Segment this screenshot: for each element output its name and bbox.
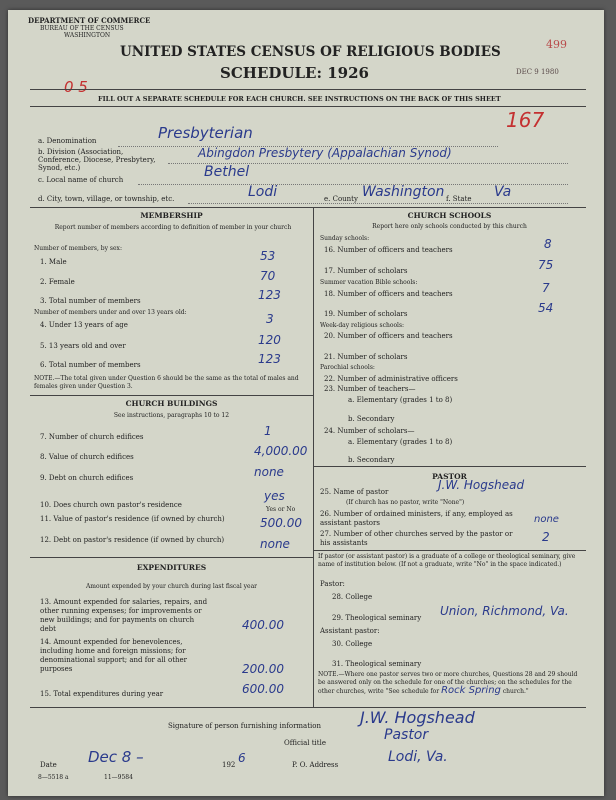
po-address-label: P. O. Address xyxy=(292,761,339,769)
q29-value: Union, Richmond, Va. xyxy=(440,604,569,618)
q11-value: 500.00 xyxy=(260,516,302,530)
pastor-note-text: NOTE.—Where one pastor serves two or more churches, Questions 28 and 29 should be answered only on the schedule for one of the churches; on the schedules for the other churches, write "See schedule for xyxy=(318,671,578,695)
q6-value: 123 xyxy=(258,352,281,366)
q20-label: 20. Number of officers and teachers xyxy=(324,332,453,340)
q4-label: 4. Under 13 years of age xyxy=(40,321,128,329)
membership-subtitle: Report number of members according to definition of member in your church xyxy=(54,224,292,231)
parochial-schools: Parochial schools: xyxy=(320,364,375,371)
section-membership: MEMBERSHIP xyxy=(140,211,203,220)
q30-label: 30. College xyxy=(332,640,373,648)
q27-label: 27. Number of other churches served by the pastor or his assistants xyxy=(320,530,513,547)
asst-heading: Assistant pastor: xyxy=(320,627,380,635)
red-mark-topleft: 0 5 xyxy=(64,78,88,96)
pastor-note-end: church." xyxy=(502,688,529,695)
official-title-label: Official title xyxy=(284,739,326,747)
table-top-rule xyxy=(30,207,586,208)
q17-value: 75 xyxy=(538,258,554,272)
q28-label: 28. College xyxy=(332,593,373,601)
q12-label: 12. Debt on pastor's residence (if owned by church) xyxy=(40,536,225,544)
form-number-2: 11—9584 xyxy=(104,774,133,781)
pastor-note xyxy=(318,671,584,696)
q25-label: 25. Name of pastor xyxy=(320,488,389,496)
q16-value: 8 xyxy=(544,237,552,251)
label-denomination: a. Denomination xyxy=(38,137,97,145)
q4-value: 3 xyxy=(266,312,274,326)
age-heading: Number of members under and over 13 years old: xyxy=(34,309,187,316)
q24b-label: b. Secondary xyxy=(348,456,395,464)
membership-note: NOTE.—The total given under Question 6 should be the same as the total of males and females given under Question 3. xyxy=(34,375,299,390)
stamp-number: 499 xyxy=(546,38,567,51)
q17-label: 17. Number of scholars xyxy=(324,267,408,275)
q5-label: 5. 13 years old and over xyxy=(40,342,126,350)
q16-label: 16. Number of officers and teachers xyxy=(324,246,453,254)
q10-hint: Yes or No xyxy=(266,506,296,513)
schools-subtitle: Report here only schools conducted by this church xyxy=(372,223,527,230)
q22-label: 22. Number of administrative officers xyxy=(324,375,458,383)
q10-value: yes xyxy=(264,489,285,503)
pastor-heading: Pastor: xyxy=(320,580,345,588)
q26-label: 26. Number of ordained ministers, if any, employed as assistant pastors xyxy=(320,510,513,527)
q23b-label: b. Secondary xyxy=(348,415,395,423)
q31-label: 31. Theological seminary xyxy=(332,660,422,668)
q24a-label: a. Elementary (grades 1 to 8) xyxy=(348,438,453,446)
header-rule xyxy=(30,89,586,90)
q11-label: 11. Value of pastor's residence (if owned by church) xyxy=(40,515,225,523)
value-denomination: Presbyterian xyxy=(158,124,253,142)
table-bottom-rule xyxy=(30,707,586,708)
q27-value: 2 xyxy=(542,530,550,544)
q13-label: 13. Amount expended for salaries, repairs, and other running expenses; for improvements or new buildings; and for payments on church debt xyxy=(40,598,208,633)
label-state: f. State xyxy=(446,195,472,203)
section-schools: CHURCH SCHOOLS xyxy=(407,211,492,220)
q21-label: 21. Number of scholars xyxy=(324,353,408,361)
expenditures-rule xyxy=(30,557,313,558)
q13-value: 400.00 xyxy=(242,618,284,632)
buildings-rule xyxy=(30,395,313,396)
label-division: b. Division (Association, Conference, Diocese, Presbytery, Synod, etc.) xyxy=(38,148,156,172)
q3-label: 3. Total number of members xyxy=(40,297,141,305)
label-city: d. City, town, village, or township, etc. xyxy=(38,195,175,203)
label-county: e. County xyxy=(324,195,358,203)
official-title-value: Pastor xyxy=(384,727,429,743)
grad-rule xyxy=(313,550,586,551)
form-title: UNITED STATES CENSUS OF RELIGIOUS BODIES xyxy=(120,44,501,60)
q19-value: 54 xyxy=(538,301,554,315)
q29-label: 29. Theological seminary xyxy=(332,614,422,622)
pastor-note-fill: Rock Spring xyxy=(441,685,501,696)
label-church-name: c. Local name of church xyxy=(38,176,124,184)
signature-value: J.W. Hogshead xyxy=(360,708,475,727)
q26-value: none xyxy=(534,514,559,525)
q2-value: 70 xyxy=(260,269,276,283)
section-buildings: CHURCH BUILDINGS xyxy=(125,399,218,408)
value-state: Va xyxy=(494,184,512,200)
q7-label: 7. Number of church edifices xyxy=(40,433,144,441)
q9-label: 9. Debt on church edifices xyxy=(40,474,134,482)
q6-label: 6. Total number of members xyxy=(40,361,141,369)
value-church-name: Bethel xyxy=(204,164,250,180)
signature-label: Signature of person furnishing information xyxy=(168,722,322,730)
po-address-value: Lodi, Va. xyxy=(388,749,448,765)
q9-value: none xyxy=(254,465,284,479)
value-city: Lodi xyxy=(248,184,278,200)
date-label: Date xyxy=(40,761,57,769)
q12-value: none xyxy=(260,537,290,551)
sunday-schools: Sunday schools: xyxy=(320,235,370,242)
q10-label: 10. Does church own pastor's residence xyxy=(40,501,182,509)
bureau-line: BUREAU OF THE CENSUS xyxy=(40,25,124,32)
dept-line: DEPARTMENT OF COMMERCE xyxy=(28,16,151,25)
value-division: Abingdon Presbytery (Appalachian Synod) xyxy=(198,146,452,160)
summer-schools: Summer vacation Bible schools: xyxy=(320,279,418,286)
column-divider xyxy=(313,207,314,707)
q25-hint: (If church has no pastor, write "None") xyxy=(346,499,465,506)
q24-label: 24. Number of scholars— xyxy=(324,427,415,435)
buildings-subtitle: See instructions, paragraphs 10 to 12 xyxy=(113,412,230,419)
expenditures-subtitle: Amount expended by your church during last fiscal year xyxy=(85,583,258,590)
q8-label: 8. Value of church edifices xyxy=(40,453,134,461)
q1-value: 53 xyxy=(260,249,276,263)
red-number-mark: 167 xyxy=(506,108,545,132)
grad-note: If pastor (or assistant pastor) is a graduate of a college or theological seminary, give name of institution below. (If not a graduate, write "No" in the space indicated.) xyxy=(318,553,576,568)
pastor-rule xyxy=(313,466,586,467)
census-schedule-sheet xyxy=(8,10,604,796)
stamp-date: DEC 9 1980 xyxy=(516,68,559,76)
section-pastor: PASTOR xyxy=(432,472,467,481)
schedule-title: SCHEDULE: 1926 xyxy=(220,64,369,82)
instruction-line: FILL OUT A SEPARATE SCHEDULE FOR EACH CHURCH. SEE INSTRUCTIONS ON THE BACK OF THIS SHEET xyxy=(98,95,501,103)
weekday-schools: Week-day religious schools: xyxy=(320,322,405,329)
q19-label: 19. Number of scholars xyxy=(324,310,408,318)
q15-value: 600.00 xyxy=(242,682,284,696)
q8-value: 4,000.00 xyxy=(254,444,308,458)
q3-value: 123 xyxy=(258,288,281,302)
q25-value: J.W. Hogshead xyxy=(438,478,525,492)
q2-label: 2. Female xyxy=(40,278,75,286)
header-rule-2 xyxy=(30,106,586,107)
year-label: 192 xyxy=(222,761,236,769)
date-value: Dec 8 – xyxy=(88,748,144,766)
members-by-sex: Number of members, by sex: xyxy=(34,245,122,252)
line-d xyxy=(188,203,568,204)
q23a-label: a. Elementary (grades 1 to 8) xyxy=(348,396,453,404)
q23-label: 23. Number of teachers— xyxy=(324,385,416,393)
q18-value: 7 xyxy=(542,281,550,295)
year-value: 6 xyxy=(238,751,246,765)
q15-label: 15. Total expenditures during year xyxy=(40,690,164,698)
q5-value: 120 xyxy=(258,333,281,347)
value-county: Washington xyxy=(362,184,445,200)
city-line: WASHINGTON xyxy=(64,32,111,39)
form-number: 8—5518 a xyxy=(38,774,69,781)
q14-value: 200.00 xyxy=(242,662,284,676)
section-expenditures: EXPENDITURES xyxy=(136,563,207,572)
q14-label: 14. Amount expended for benevolences, including home and foreign missions; for denominational support; and for all other purposes xyxy=(40,638,187,673)
q1-label: 1. Male xyxy=(40,258,67,266)
q18-label: 18. Number of officers and teachers xyxy=(324,290,453,298)
q7-value: 1 xyxy=(264,424,272,438)
